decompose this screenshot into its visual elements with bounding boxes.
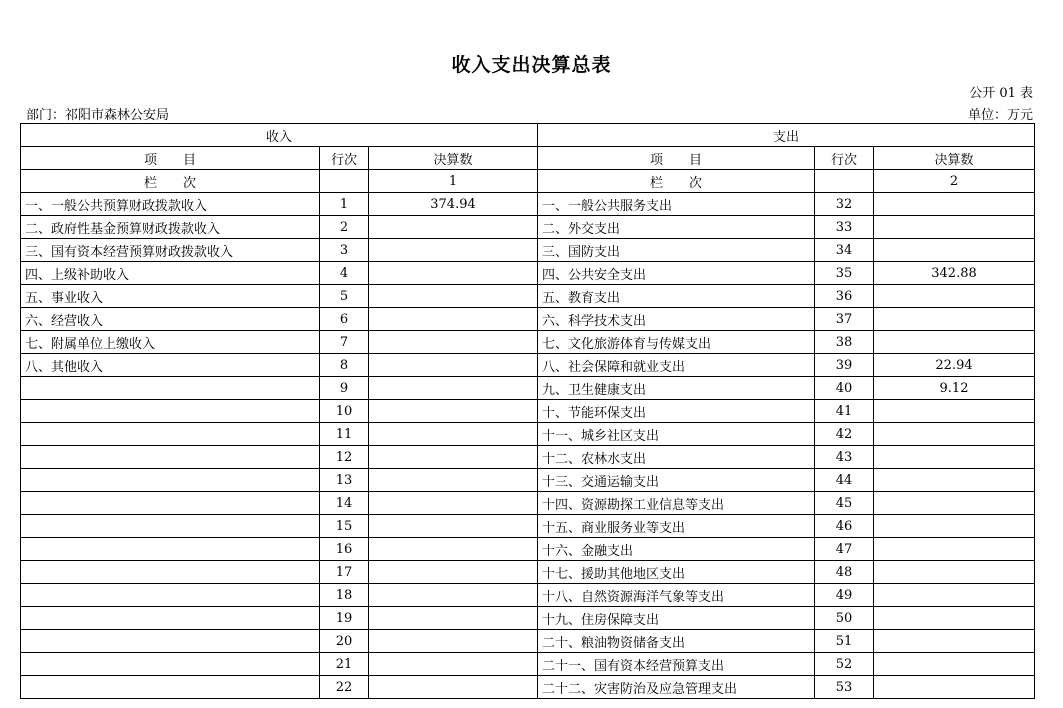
income-amount-cell: [369, 630, 538, 653]
expense-row-no-cell: 34: [815, 239, 874, 262]
income-amount-cell: [369, 538, 538, 561]
expense-column-label: 栏 次: [538, 170, 815, 193]
income-row-no-cell: 19: [320, 607, 369, 630]
expense-item-cell: 十四、资源勘探工业信息等支出: [538, 492, 815, 515]
income-row-no-header: 行次: [320, 147, 369, 170]
income-row-no-cell: 14: [320, 492, 369, 515]
table-row: [21, 561, 1035, 584]
income-amount-cell: [369, 239, 538, 262]
expense-item-cell: 二十一、国有资本经营预算支出: [538, 653, 815, 676]
expense-item-cell: 七、文化旅游体育与传媒支出: [538, 331, 815, 354]
expense-row-no-cell: 40: [815, 377, 874, 400]
expense-amount-cell: [874, 492, 1035, 515]
expense-row-no-cell: 33: [815, 216, 874, 239]
table-row: [21, 584, 1035, 607]
expense-row-no-cell: 52: [815, 653, 874, 676]
income-row-no-cell: 11: [320, 423, 369, 446]
income-amount-cell: [369, 354, 538, 377]
income-row-no-cell: 2: [320, 216, 369, 239]
expense-amount-cell: [874, 239, 1035, 262]
income-item-cell: [21, 630, 320, 653]
expense-item-cell: 十六、金融支出: [538, 538, 815, 561]
table-row: [21, 239, 1035, 262]
expense-row-no-cell: 36: [815, 285, 874, 308]
expense-item-cell: 二、外交支出: [538, 216, 815, 239]
expense-item-cell: 三、国防支出: [538, 239, 815, 262]
expense-row-no-cell: 37: [815, 308, 874, 331]
income-item-cell: 二、政府性基金预算财政拨款收入: [21, 216, 320, 239]
income-row-no-cell: 12: [320, 446, 369, 469]
expense-item-cell: 六、科学技术支出: [538, 308, 815, 331]
income-item-cell: [21, 584, 320, 607]
form-number: 公开 01 表: [969, 86, 1033, 101]
income-amount-cell: [369, 285, 538, 308]
expense-section-header: 支出: [538, 124, 1035, 147]
expense-item-header: 项 目: [538, 147, 815, 170]
expense-amount-cell: [874, 630, 1035, 653]
income-row-no-cell: 16: [320, 538, 369, 561]
income-item-cell: [21, 377, 320, 400]
expense-item-cell: 十七、援助其他地区支出: [538, 561, 815, 584]
income-row-no-cell: 8: [320, 354, 369, 377]
income-row-no-cell: 15: [320, 515, 369, 538]
table-row: [21, 446, 1035, 469]
expense-item-cell: 八、社会保障和就业支出: [538, 354, 815, 377]
expense-row-no-cell: 32: [815, 193, 874, 216]
table-row: [21, 653, 1035, 676]
income-item-cell: [21, 446, 320, 469]
expense-item-cell: 十八、自然资源海洋气象等支出: [538, 584, 815, 607]
expense-item-cell: 二十二、灾害防治及应急管理支出: [538, 676, 815, 699]
income-item-cell: [21, 469, 320, 492]
page-title: 收入支出决算总表: [451, 54, 612, 76]
expense-row-no-cell: 47: [815, 538, 874, 561]
expense-row-no-cell: 43: [815, 446, 874, 469]
expense-row-no-cell: 35: [815, 262, 874, 285]
expense-item-cell: 十三、交通运输支出: [538, 469, 815, 492]
budget-summary-table: [20, 123, 1035, 699]
income-row-no-cell: 1: [320, 193, 369, 216]
table-row: [21, 630, 1035, 653]
expense-item-cell: 二十、粮油物资储备支出: [538, 630, 815, 653]
table-row: [21, 538, 1035, 561]
expense-amount-cell: [874, 331, 1035, 354]
income-amount-cell: [369, 561, 538, 584]
expense-row-no-cell: 39: [815, 354, 874, 377]
income-item-cell: [21, 538, 320, 561]
table-row: [21, 285, 1035, 308]
income-amount-cell: [369, 262, 538, 285]
income-item-cell: [21, 653, 320, 676]
expense-item-cell: 十二、农林水支出: [538, 446, 815, 469]
expense-row-no-cell: 41: [815, 400, 874, 423]
income-amount-cell: [369, 400, 538, 423]
expense-amount-cell: [874, 538, 1035, 561]
table-row: [21, 308, 1035, 331]
table-row: [21, 262, 1035, 285]
section-header-row: [21, 124, 1035, 147]
income-item-cell: [21, 561, 320, 584]
income-item-cell: 八、其他收入: [21, 354, 320, 377]
table-row: [21, 469, 1035, 492]
income-item-cell: 三、国有资本经营预算财政拨款收入: [21, 239, 320, 262]
expense-amount-cell: [874, 216, 1035, 239]
expense-item-cell: 五、教育支出: [538, 285, 815, 308]
income-row-no-cell: 10: [320, 400, 369, 423]
income-row-no-cell: 21: [320, 653, 369, 676]
expense-row-no-cell: 50: [815, 607, 874, 630]
income-item-cell: 一、一般公共预算财政拨款收入: [21, 193, 320, 216]
income-amount-cell: [369, 515, 538, 538]
income-row-no-cell: 9: [320, 377, 369, 400]
income-item-cell: [21, 400, 320, 423]
expense-row-no-header: 行次: [815, 147, 874, 170]
income-row-no-cell: 4: [320, 262, 369, 285]
expense-column-index: 2: [874, 170, 1035, 193]
expense-item-cell: 四、公共安全支出: [538, 262, 815, 285]
expense-amount-cell: [874, 423, 1035, 446]
income-item-cell: [21, 676, 320, 699]
income-row-no-cell: 18: [320, 584, 369, 607]
expense-row-no-cell: 46: [815, 515, 874, 538]
expense-amount-cell: [874, 400, 1035, 423]
expense-row-no-cell: 45: [815, 492, 874, 515]
expense-amount-cell: [874, 193, 1035, 216]
income-item-cell: 六、经营收入: [21, 308, 320, 331]
expense-column-blank: [815, 170, 874, 193]
expense-item-cell: 十、节能环保支出: [538, 400, 815, 423]
income-amount-cell: [369, 446, 538, 469]
expense-amount-cell: [874, 446, 1035, 469]
column-header-row: [21, 147, 1035, 170]
table-row: [21, 400, 1035, 423]
income-item-cell: [21, 607, 320, 630]
income-amount-cell: [369, 423, 538, 446]
expense-item-cell: 十九、住房保障支出: [538, 607, 815, 630]
income-amount-cell: [369, 607, 538, 630]
expense-amount-cell: 342.88: [874, 262, 1035, 285]
income-column-index: 1: [369, 170, 538, 193]
income-row-no-cell: 6: [320, 308, 369, 331]
department-label: 部门：祁阳市森林公安局: [26, 108, 170, 123]
expense-amount-cell: [874, 653, 1035, 676]
income-item-cell: [21, 423, 320, 446]
table-row: [21, 354, 1035, 377]
expense-row-no-cell: 42: [815, 423, 874, 446]
expense-amount-cell: [874, 607, 1035, 630]
expense-row-no-cell: 51: [815, 630, 874, 653]
income-item-cell: 七、附属单位上缴收入: [21, 331, 320, 354]
income-item-cell: 四、上级补助收入: [21, 262, 320, 285]
income-amount-cell: [369, 492, 538, 515]
income-row-no-cell: 20: [320, 630, 369, 653]
table-row: [21, 377, 1035, 400]
table-row: [21, 492, 1035, 515]
expense-amount-cell: [874, 515, 1035, 538]
income-row-no-cell: 17: [320, 561, 369, 584]
expense-row-no-cell: 38: [815, 331, 874, 354]
income-item-header: 项 目: [21, 147, 320, 170]
income-section-header: 收入: [21, 124, 538, 147]
income-amount-cell: [369, 216, 538, 239]
income-row-no-cell: 22: [320, 676, 369, 699]
expense-item-cell: 一、一般公共服务支出: [538, 193, 815, 216]
income-row-no-cell: 5: [320, 285, 369, 308]
table-row: [21, 216, 1035, 239]
expense-row-no-cell: 53: [815, 676, 874, 699]
table-row: [21, 331, 1035, 354]
income-amount-cell: 374.94: [369, 193, 538, 216]
expense-row-no-cell: 44: [815, 469, 874, 492]
expense-item-cell: 九、卫生健康支出: [538, 377, 815, 400]
income-amount-cell: [369, 308, 538, 331]
expense-item-cell: 十五、商业服务业等支出: [538, 515, 815, 538]
expense-row-no-cell: 49: [815, 584, 874, 607]
income-amount-cell: [369, 377, 538, 400]
table-row: [21, 515, 1035, 538]
unit-label: 单位：万元: [967, 108, 1033, 123]
expense-amount-cell: [874, 469, 1035, 492]
expense-amount-cell: 22.94: [874, 354, 1035, 377]
income-item-cell: 五、事业收入: [21, 285, 320, 308]
table-row: [21, 423, 1035, 446]
expense-amount-cell: [874, 584, 1035, 607]
table-row: [21, 193, 1035, 216]
income-column-label: 栏 次: [21, 170, 320, 193]
table-row: [21, 607, 1035, 630]
income-column-blank: [320, 170, 369, 193]
table-row: [21, 676, 1035, 699]
income-row-no-cell: 3: [320, 239, 369, 262]
income-amount-cell: [369, 676, 538, 699]
income-row-no-cell: 13: [320, 469, 369, 492]
income-item-cell: [21, 515, 320, 538]
expense-amount-cell: [874, 676, 1035, 699]
income-amount-cell: [369, 584, 538, 607]
income-row-no-cell: 7: [320, 331, 369, 354]
expense-amount-header: 决算数: [874, 147, 1035, 170]
income-amount-header: 决算数: [369, 147, 538, 170]
income-amount-cell: [369, 331, 538, 354]
expense-amount-cell: [874, 285, 1035, 308]
income-amount-cell: [369, 653, 538, 676]
column-index-row: [21, 170, 1035, 193]
expense-row-no-cell: 48: [815, 561, 874, 584]
expense-item-cell: 十一、城乡社区支出: [538, 423, 815, 446]
income-amount-cell: [369, 469, 538, 492]
expense-amount-cell: [874, 561, 1035, 584]
expense-amount-cell: 9.12: [874, 377, 1035, 400]
income-item-cell: [21, 492, 320, 515]
expense-amount-cell: [874, 308, 1035, 331]
